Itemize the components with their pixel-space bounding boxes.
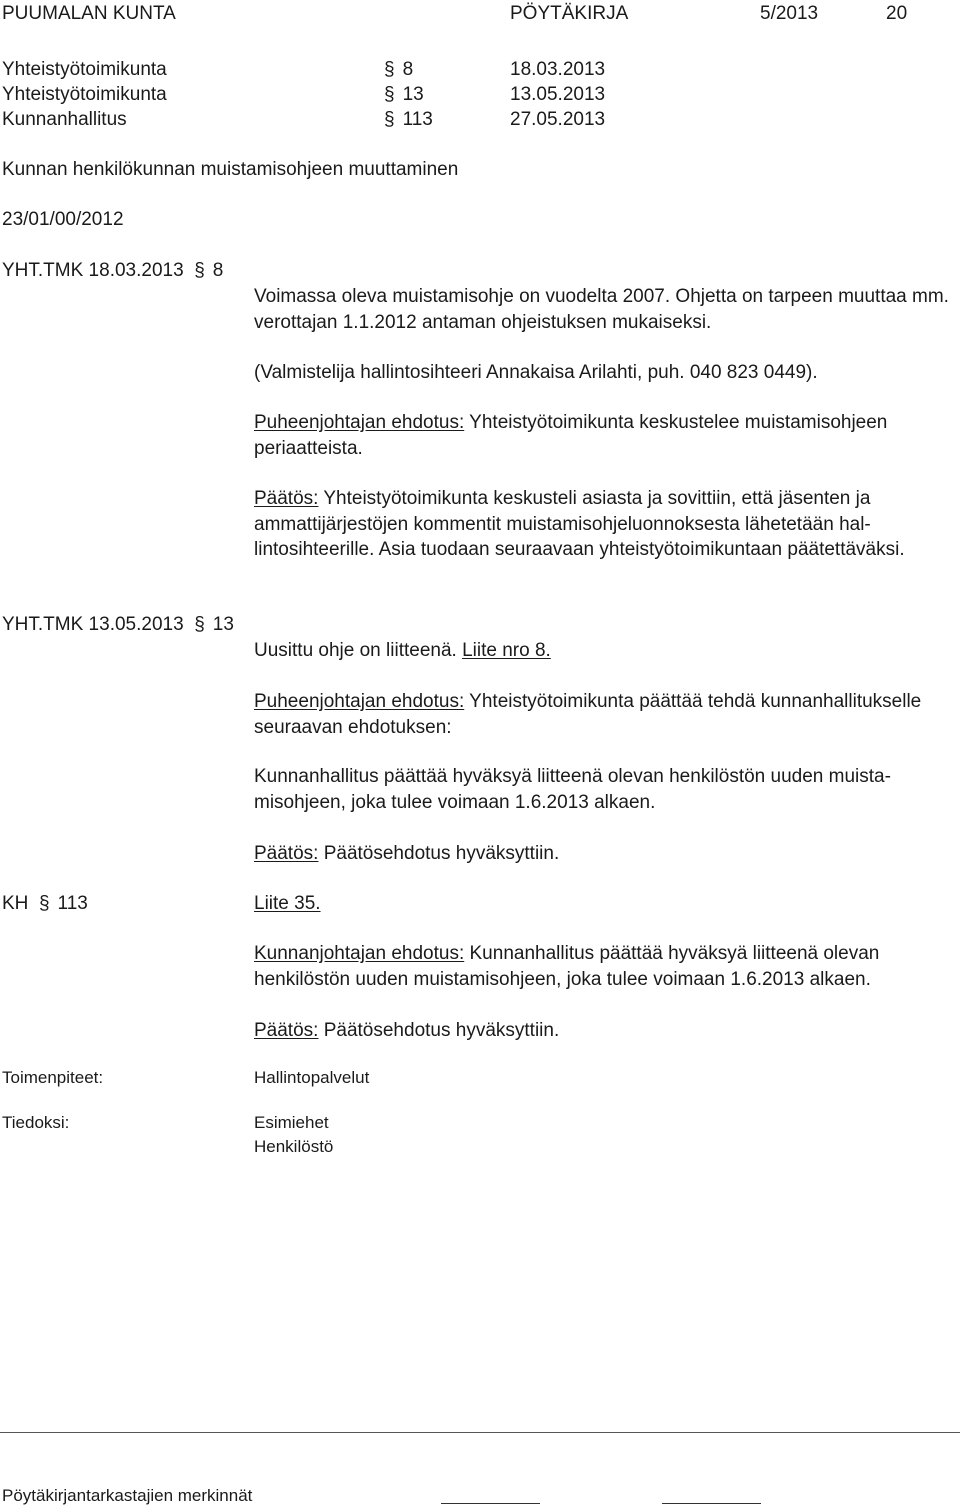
meeting-body: Yhteistyötoimikunta — [2, 59, 167, 80]
meeting-section: § 8 — [384, 59, 414, 80]
section-symbol: § — [38, 893, 50, 914]
section-symbol: § — [194, 260, 205, 281]
header-doc-type: PÖYTÄKIRJA — [510, 3, 629, 24]
block2-proposal: Puheenjohtajan ehdotus: Yhteistyötoimikunta päättää tehdä kunnanhallitukselle seuraavan ehdotuksen: — [254, 691, 922, 738]
meeting-date: 13.05.2013 — [510, 84, 606, 105]
decision-label: Päätös: — [254, 488, 319, 509]
proposal-label: Puheenjohtajan ehdotus: — [254, 691, 465, 712]
record-id: 23/01/00/2012 — [2, 209, 124, 230]
block1-preparer: (Valmistelija hallintosihteeri Annakaisa Arilahti, puh. 040 823 0449). — [254, 362, 818, 383]
for-info-value: Esimiehet — [254, 1113, 329, 1132]
block3-ref: KH § 113 — [2, 893, 88, 914]
actions-value: Hallintopalvelut — [254, 1068, 370, 1087]
block2-proposal-quote: Kunnanhallitus päättää hyväksyä liitteenä olevan henkilöstön uuden muistamisohjeen, joka tulee voimaan 1.6.2013 alkaen. — [254, 766, 891, 813]
footer-divider — [0, 1432, 960, 1433]
meeting-date: 18.03.2013 — [510, 59, 606, 80]
attachment-link[interactable]: Liite nro 8. — [462, 640, 551, 661]
header-doc-number: 5/2013 — [760, 3, 819, 24]
meeting-section: § 113 — [384, 109, 433, 130]
block2-ref: YHT.TMK 13.05.2013 § 13 — [2, 614, 234, 635]
block2-intro: Uusittu ohje on liitteenä. Liite nro 8. — [254, 640, 551, 661]
for-info-label: Tiedoksi: — [2, 1113, 70, 1132]
block1-proposal: Puheenjohtajan ehdotus: Yhteistyötoimikunta keskustelee muistamisohjeen periaatteista. — [254, 412, 888, 459]
decision-label: Päätös: — [254, 843, 319, 864]
subject-title: Kunnan henkilökunnan muistamisohjeen muuttaminen — [2, 159, 459, 180]
section-symbol: § — [384, 59, 395, 80]
block1-decision: Päätös: Yhteistyötoimikunta keskusteli asiasta ja sovittiin, että jäsenten ja ammattijärjestöjen kommentit muistamisohjeluonnoksesta lähetetään hallintosihteerille. Asia tuodaan seuraavaan yhteistyötoimikuntaan päätettäväksi. — [254, 488, 905, 560]
signature-line — [662, 1503, 761, 1504]
header-page-number: 20 — [886, 3, 908, 24]
block3-attachment[interactable]: Liite 35. — [254, 893, 321, 914]
meeting-section: § 13 — [384, 84, 424, 105]
header-municipality: PUUMALAN KUNTA — [2, 3, 176, 24]
for-info-value: Henkilöstö — [254, 1137, 334, 1156]
block3-decision: Päätös: Päätösehdotus hyväksyttiin. — [254, 1020, 560, 1041]
actions-label: Toimenpiteet: — [2, 1068, 104, 1087]
signature-line — [441, 1503, 540, 1504]
signature-label: Pöytäkirjantarkastajien merkinnät — [2, 1486, 253, 1505]
block3-proposal: Kunnanjohtajan ehdotus: Kunnanhallitus päättää hyväksyä liitteenä olevan henkilöstön uuden muistamisohjeen, joka tulee voimaan 1.6.2013 alkaen. — [254, 943, 880, 990]
section-symbol: § — [384, 84, 395, 105]
proposal-label: Puheenjohtajan ehdotus: — [254, 412, 465, 433]
block2-decision: Päätös: Päätösehdotus hyväksyttiin. — [254, 843, 560, 864]
block1-ref: YHT.TMK 18.03.2013 § 8 — [2, 260, 224, 281]
section-symbol: § — [194, 614, 205, 635]
block1-intro: Voimassa oleva muistamisohje on vuodelta 2007. Ohjetta on tarpeen muuttaa mm. verottajan 1.1.2012 antaman ohjeistuksen mukaiseksi. — [254, 286, 949, 333]
meeting-body: Kunnanhallitus — [2, 109, 127, 130]
meeting-body: Yhteistyötoimikunta — [2, 84, 167, 105]
decision-label: Päätös: — [254, 1020, 319, 1041]
section-symbol: § — [384, 109, 395, 130]
meeting-date: 27.05.2013 — [510, 109, 606, 130]
proposal-label: Kunnanjohtajan ehdotus: — [254, 943, 465, 964]
